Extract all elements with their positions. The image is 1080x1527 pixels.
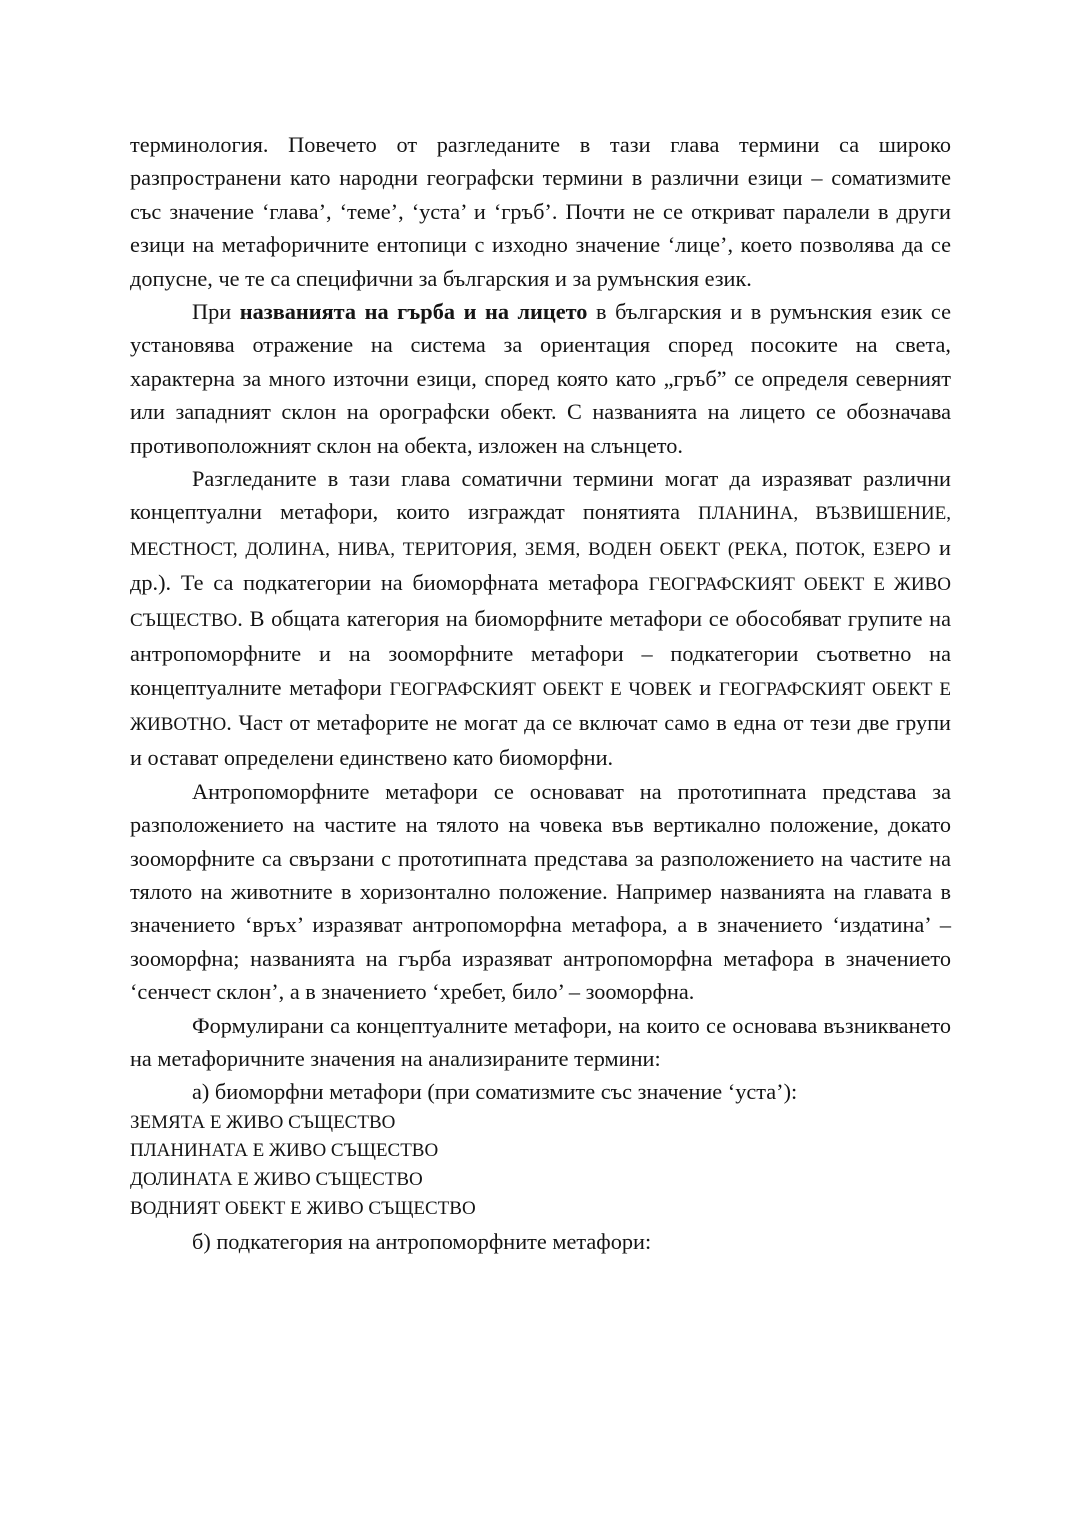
paragraph-2-bold-term: названията на гърба и на лицето [239,299,588,325]
list-item: ЗЕМЯТА Е ЖИВО СЪЩЕСТВО [130,1111,396,1133]
paragraph-3-biomorphic-metaphor: ГЕОГРАФСКИЯТ ОБЕКТ Е ЖИВО СЪЩЕСТВО [130,574,952,631]
paragraph-3-text-1: Разгледаните в тази глава соматични термини могат да изразяват различни концептуални метафори, които изграждат понятията [130,466,951,525]
paragraph-formulated: Формулирани са концептуалните метафори, на които се основава възникването на метафоричните значения на анализираните термини: [130,1012,951,1071]
paragraph-3-concepts: ПЛАНИНА, ВЪЗВИШЕНИЕ, МЕСТНОСТ, ДОЛИНА, НИВА, ТЕРИТОРИЯ, ЗЕМЯ, ВОДЕН ОБЕКТ (РЕКА, ПОТОК, ЕЗЕРО [130,503,951,560]
list-a [130,1109,951,1223]
paragraph-2-lead: При [192,299,240,325]
paragraph-terminology: терминология. Повечето от разгледаните в тази глава термини са широко разпространени като народни географски термини в различни езици – соматизмите със значение ‘глава’, ‘теме’, ‘уста’ и ‘гръб’. Почти не се откриват паралели в други езици на метафоричните ентопици с изходно значение ‘лице’, което позволява да се допусне, че те са специфични за българския и за румънския език. [130,132,951,291]
list-item: ПЛАНИНАТА Е ЖИВО СЪЩЕСТВО [130,1140,439,1162]
page-body [130,128,951,1259]
paragraph-3-text-3: . В общата категория на биоморфните метафори се обособяват групите на антропоморфните и на зооморфните метафори – подкатегории съответно на концептуалните метафори [130,605,951,700]
paragraph-3-zoomorphic-metaphor: ГЕОГРАФСКИЯТ ОБЕКТ Е ЖИВОТНО [130,678,951,735]
paragraph-3-text-2: и др.). Те са подкатегории на биоморфната метафора [130,534,951,596]
paragraph-back-and-face [130,295,951,462]
list-b-intro: б) подкатегория на антропоморфните метафори: [192,1229,652,1255]
list-a-intro: а) биоморфни метафори (при соматизмите със значение ‘уста’): [192,1079,798,1105]
paragraph-3-anthropomorphic-metaphor: ГЕОГРАФСКИЯТ ОБЕКТ Е ЧОВЕК [389,678,692,700]
list-item: ВОДНИЯТ ОБЕКТ Е ЖИВО СЪЩЕСТВО [130,1197,476,1219]
paragraph-3-text-4: и [691,674,719,700]
paragraph-3-text-5: . Част от метафорите не могат да се включат само в една от тези две групи и остават определени единствено като биоморфни. [130,709,951,771]
paragraph-anthropomorphic: Антропоморфните метафори се основават на прототипната представа за разположението на частите на тялото на човека във вертикално положение, докато зооморфните са свързани с прототипната представа за разположението на частите на тялото на животните в хоризонтално положение. Например названията на главата в значението ‘връх’ изразяват антропоморфна метафора, а в значението ‘издатина’ – зооморфна; названията на гърба изразяват антропоморфна метафора в значението ‘сенчест склон’, а в значението ‘хребет, било’ – зооморфна. [130,778,951,1005]
paragraph-2-rest: в българския и в румънския език се установява отражение на система за ориентация според посоките на света, характерна за много източни езици, според която като „гръб” се определя северният или западният склон на орографски обект. С названията на лицето се обозначава противоположният склон на обекта, изложен на слънцето. [130,299,951,458]
paragraph-conceptual-metaphors [130,462,951,775]
list-item: ДОЛИНАТА Е ЖИВО СЪЩЕСТВО [130,1168,423,1190]
